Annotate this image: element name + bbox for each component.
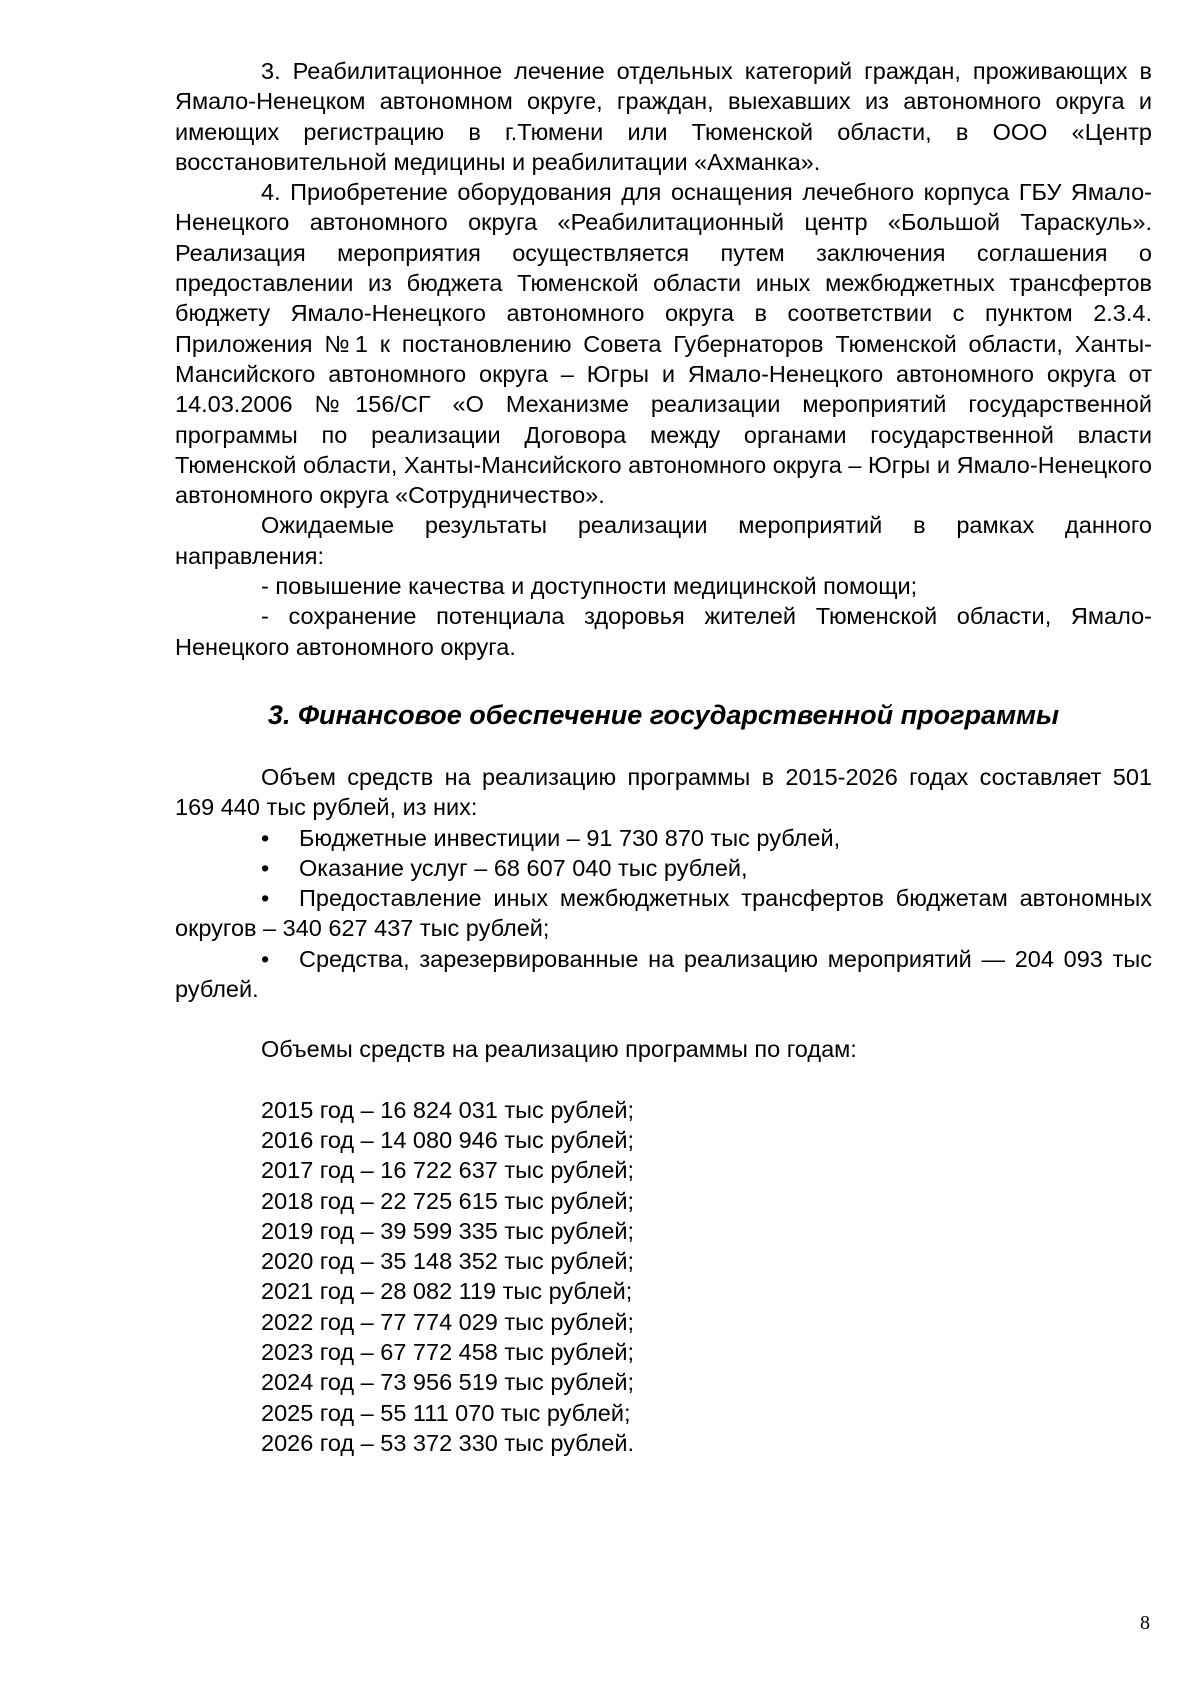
bullet-text: Оказание услуг – 68 607 040 тыс рублей, xyxy=(299,854,748,881)
bullet-item xyxy=(175,944,1152,1005)
bullet-icon: • xyxy=(261,824,270,851)
year-item-2024: 2024 год – 73 956 519 тыс рублей; xyxy=(261,1369,634,1396)
year-item-2020: 2020 год – 35 148 352 тыс рублей; xyxy=(261,1248,634,1275)
year-item-2022: 2022 год – 77 774 029 тыс рублей; xyxy=(261,1308,634,1335)
bullet-item xyxy=(175,823,1152,853)
year-list xyxy=(175,1095,1152,1459)
year-item-2015: 2015 год – 16 824 031 тыс рублей; xyxy=(261,1096,634,1123)
year-item-2026: 2026 год – 53 372 330 тыс рублей. xyxy=(261,1429,634,1456)
year-item-2016: 2016 год – 14 080 946 тыс рублей; xyxy=(261,1126,634,1153)
year-item-2017: 2017 год – 16 722 637 тыс рублей; xyxy=(261,1157,634,1184)
section-heading: 3. Финансовое обеспечение государственной программы xyxy=(267,699,1060,730)
paragraph-item-4: 4. Приобретение оборудования для оснащения лечебного корпуса ГБУ Ямало-Ненецкого автономного округа «Реабилитационный центр «Большой Тараскуль». Реализация мероприятия осуществляется путем заключения соглашения о предоставлении из бюджета Тюменской области иных межбюджетных трансфертов бюджету Ямало-Ненецкого автономного округа в соответствии с пунктом 2.3.4. Приложения №1 к постановлению Совета Губернаторов Тюменской области, Ханты-Мансийского автономного округа – Югры и Ямало-Ненецкого автономного округа от 14.03.2006 №156/СГ «О Механизме реализации мероприятий государственной программы по реализации Договора между органами государственной власти Тюменской области, Ханты-Мансийского автономного округа – Югры и Ямало-Ненецкого автономного округа «Сотрудничество». xyxy=(175,179,1152,509)
bullet-text: Средства, зарезервированные на реализацию мероприятий — 204 093 тыс рублей. xyxy=(175,945,1152,1003)
by-year-title: Объемы средств на реализацию программы по годам: xyxy=(261,1036,857,1063)
year-item-2018: 2018 год – 22 725 615 тыс рублей; xyxy=(261,1187,634,1214)
spacer xyxy=(175,1065,1152,1095)
bullet-icon: • xyxy=(261,885,270,912)
result-item-quality: - повышение качества и доступности медицинской помощи; xyxy=(261,573,918,600)
paragraph-expected-results: Ожидаемые результаты реализации мероприятий в рамках данного направления: xyxy=(175,512,1152,569)
year-item-2025: 2025 год – 55 111 070 тыс рублей; xyxy=(261,1399,631,1426)
bullet-icon: • xyxy=(261,945,270,972)
bullet-text: Бюджетные инвестиции – 91 730 870 тыс рублей, xyxy=(299,824,841,851)
spacer xyxy=(175,1004,1152,1034)
page-number: 8 xyxy=(1140,1612,1150,1634)
document-page xyxy=(175,56,1152,1458)
funding-intro: Объем средств на реализацию программы в 2015-2026 годах составляет 501 169 440 тыс рублей, из них: xyxy=(175,763,1152,821)
year-item-2023: 2023 год – 67 772 458 тыс рублей; xyxy=(261,1338,634,1365)
year-item-2021: 2021 год – 28 082 119 тыс рублей; xyxy=(261,1278,633,1305)
bullet-icon: • xyxy=(261,854,270,881)
bullet-item xyxy=(175,883,1152,944)
bullet-text: Предоставление иных межбюджетных трансфертов бюджетам автономных округов – 340 627 437 тыс рублей; xyxy=(175,885,1152,942)
paragraph-item-3: 3. Реабилитационное лечение отдельных категорий граждан, проживающих в Ямало-Ненецком автономном округе, граждан, выехавших из автономного округа и имеющих регистрацию в г.Тюмени или Тюменской области, в ООО «Центр восстановительной медицины и реабилитации «Ахманка». xyxy=(175,58,1152,175)
year-item-2019: 2019 год – 39 599 335 тыс рублей; xyxy=(261,1217,634,1244)
bullet-item xyxy=(175,853,1152,883)
result-item-health: - сохранение потенциала здоровья жителей Тюменской области, Ямало-Ненецкого автономного округа. xyxy=(175,603,1152,660)
